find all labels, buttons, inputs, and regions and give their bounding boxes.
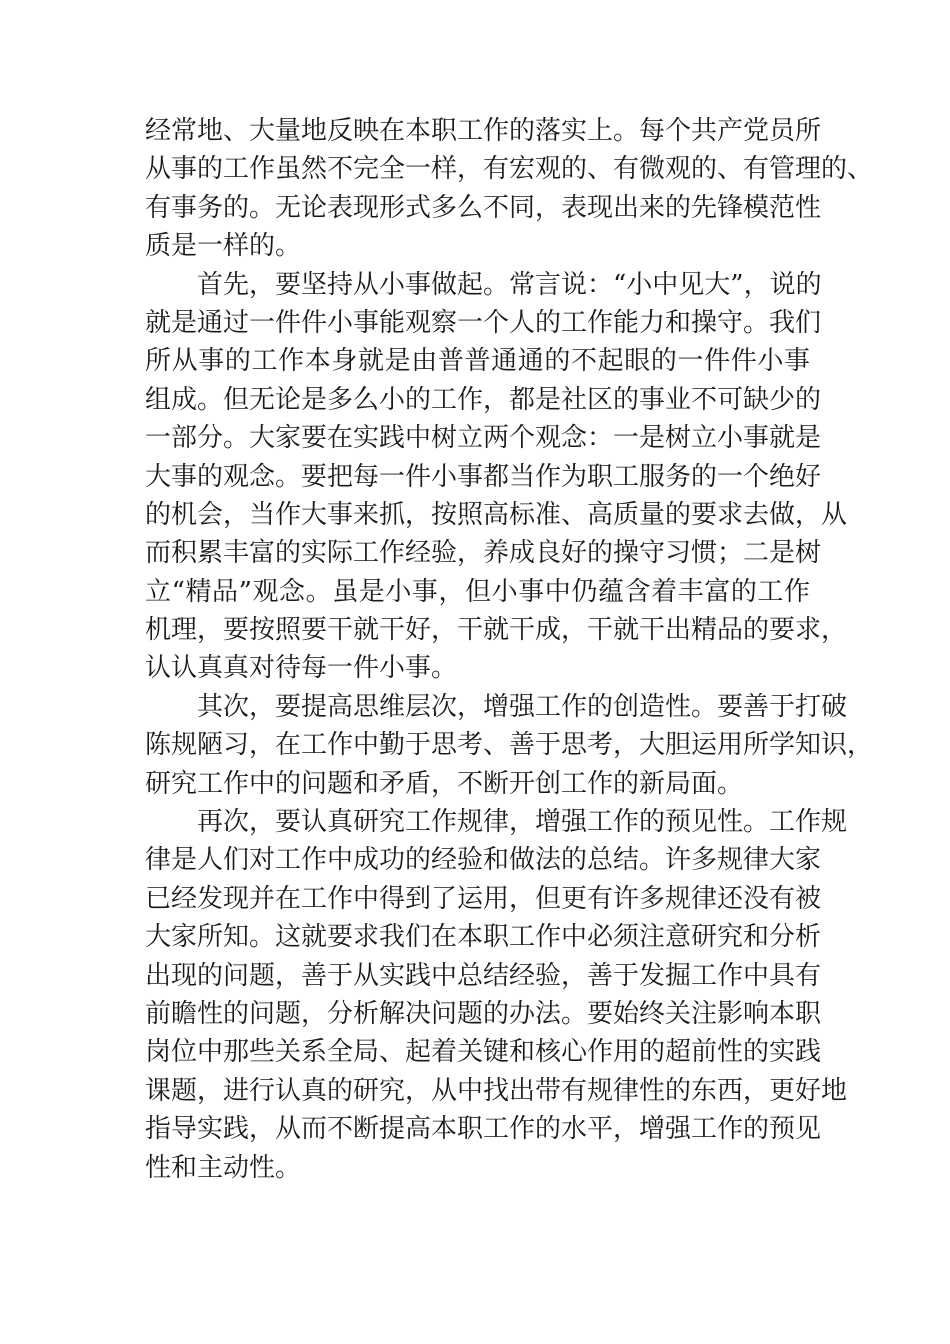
paragraph — [145, 803, 848, 1187]
text-line: 出现的问题，善于从实践中总结经验，善于发掘工作中具有 — [145, 960, 822, 991]
paragraph — [145, 688, 874, 803]
document-body — [145, 112, 874, 1187]
text-line: 所从事的工作本身就是由普普通通的不起眼的一件件小事 — [145, 346, 810, 377]
text-line: 陈规陋习，在工作中勤于思考、善于思考，大胆运用所学知识， — [145, 730, 874, 761]
text-line: 一部分。大家要在实践中树立两个观念：一是树立小事就是 — [145, 423, 822, 454]
text-line: 质是一样的。 — [145, 231, 302, 262]
text-line: 指导实践，从而不断提高本职工作的水平，增强工作的预见 — [145, 1114, 822, 1145]
text-line: 已经发现并在工作中得到了运用，但更有许多规律还没有被 — [145, 883, 822, 914]
text-line: 组成。但无论是多么小的工作，都是社区的事业不可缺少的 — [145, 384, 822, 415]
text-line: 大家所知。这就要求我们在本职工作中必须注意研究和分析 — [145, 922, 822, 953]
text-line: 从事的工作虽然不完全一样，有宏观的、有微观的、有管理的、 — [145, 154, 874, 185]
text-line: 性和主动性。 — [145, 1152, 302, 1183]
text-line: 再次，要认真研究工作规律，增强工作的预见性。工作规 — [197, 807, 848, 838]
text-line: 有事务的。无论表现形式多么不同，表现出来的先锋模范性 — [145, 192, 822, 223]
text-line: 大事的观念。要把每一件小事都当作为职工服务的一个绝好 — [145, 461, 822, 492]
paragraph — [145, 266, 848, 688]
text-line: 经常地、大量地反映在本职工作的落实上。每个共产党员所 — [145, 116, 822, 146]
text-line: 认认真真对待每一件小事。 — [145, 653, 458, 684]
text-line: 的机会，当作大事来抓，按照高标准、高质量的要求去做，从 — [145, 499, 848, 530]
text-line: 首先，要坚持从小事做起。常言说：“小中见大”，说的 — [197, 269, 822, 300]
text-line: 研究工作中的问题和矛盾，不断开创工作的新局面。 — [145, 768, 744, 799]
text-line: 立“精品”观念。虽是小事，但小事中仍蕴含着丰富的工作 — [145, 576, 810, 607]
text-line: 其次，要提高思维层次，增强工作的创造性。要善于打破 — [197, 691, 848, 722]
text-line: 前瞻性的问题，分析解决问题的办法。要始终关注影响本职 — [145, 998, 822, 1029]
paragraph — [145, 112, 874, 266]
text-line: 岗位中那些关系全局、起着关键和核心作用的超前性的实践 — [145, 1037, 822, 1068]
text-line: 课题，进行认真的研究，从中找出带有规律性的东西，更好地 — [145, 1075, 848, 1106]
text-line: 律是人们对工作中成功的经验和做法的总结。许多规律大家 — [145, 845, 822, 876]
text-line: 而积累丰富的实际工作经验，养成良好的操守习惯；二是树 — [145, 538, 822, 569]
text-line: 机理，要按照要干就干好，干就干成，干就干出精品的要求， — [145, 615, 848, 646]
text-line: 就是通过一件件小事能观察一个人的工作能力和操守。我们 — [145, 307, 822, 338]
